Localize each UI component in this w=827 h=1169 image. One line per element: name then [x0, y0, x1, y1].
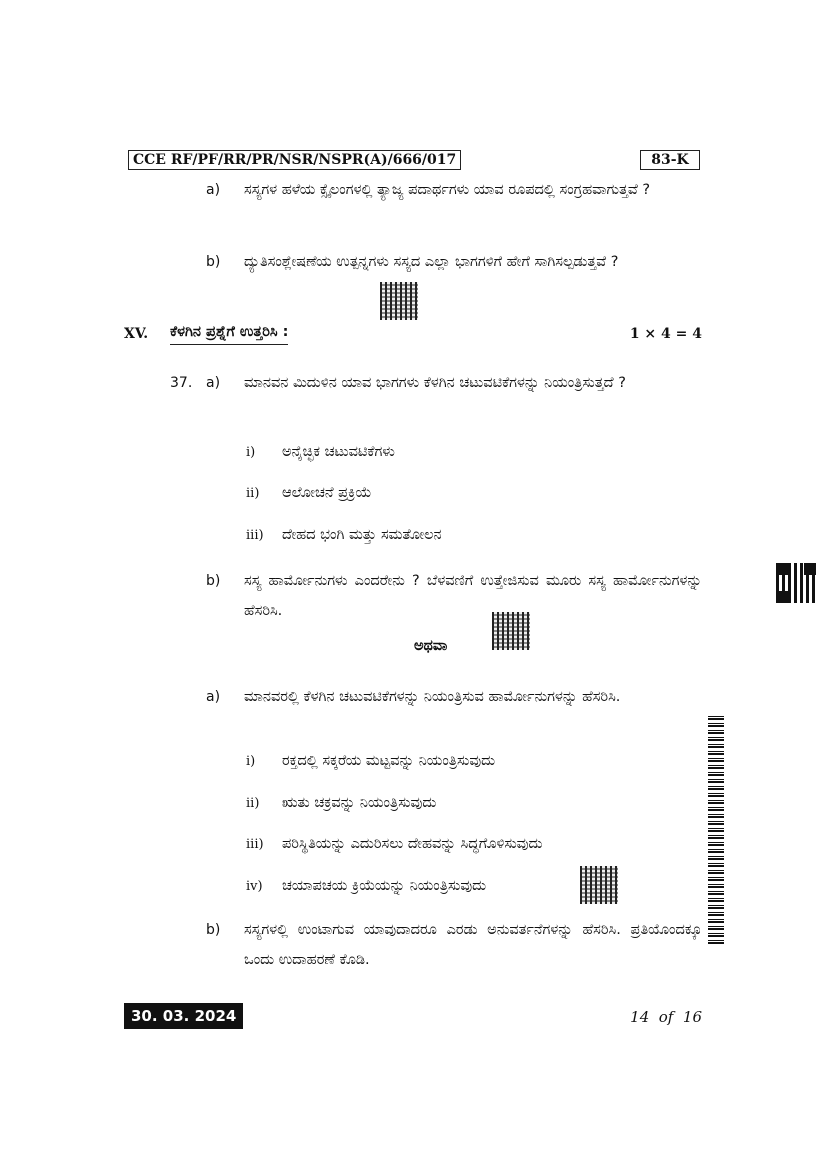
alt-b-text: ಸಸ್ಯಗಳಲ್ಲಿ ಉಂಟಾಗುವ ಯಾವುದಾದರೂ ಎರಡು ಅನುವರ್ತನೆಗಳನ್ನು ಹೆಸರಿಸಿ. ಪ್ರತಿಯೊಂದಕ್ಕೂ ಒಂದು ಉದಾಹರಣೆ ಕೊಡಿ. [244, 922, 702, 968]
list-item-label: iii) [246, 837, 264, 852]
prev-a-label: a) [206, 182, 221, 198]
q37-a-text: ಮಾನವನ ಮಿದುಳಿನ ಯಾವ ಭಾಗಗಳು ಕೆಳಗಿನ ಚಟುವಟಿಕೆಗಳನ್ನು ನಿಯಂತ್ರಿಸುತ್ತದೆ ? [244, 375, 626, 391]
or-separator: ಅಥವಾ [414, 638, 448, 654]
alt-a-text: ಮಾನವರಲ್ಲಿ ಕೆಳಗಿನ ಚಟುವಟಿಕೆಗಳನ್ನು ನಿಯಂತ್ರಿಸುವ ಹಾರ್ಮೋನುಗಳನ್ನು ಹೆಸರಿಸಿ. [244, 689, 621, 705]
prev-b-label: b) [206, 254, 221, 270]
qr-code-icon [492, 612, 530, 650]
list-item-text: ಪರಿಸ್ಥಿತಿಯನ್ನು ಎದುರಿಸಲು ದೇಹವನ್ನು ಸಿದ್ಧಗೊಳಿಸುವುದು [282, 836, 543, 852]
list-item-text: ಚಯಾಪಚಯ ಕ್ರಿಯೆಯನ್ನು ನಿಯಂತ್ರಿಸುವುದು [282, 878, 487, 894]
alt-a-label: a) [206, 689, 221, 705]
list-item-label: i) [246, 445, 256, 460]
qr-code-icon [380, 282, 418, 320]
list-item-text: ಅನೈಚ್ಛಿಕ ಚಟುವಟಿಕೆಗಳು [282, 444, 395, 460]
question-number: 37. [170, 375, 193, 391]
list-item-label: ii) [246, 486, 260, 501]
exam-date: 30. 03. 2024 [124, 1003, 243, 1029]
list-item-label: iv) [246, 879, 263, 894]
section-marks: 1 × 4 = 4 [629, 326, 702, 342]
section-title: ಕೆಳಗಿನ ಪ್ರಶ್ನೆಗೆ ಉತ್ತರಿಸಿ : [170, 324, 288, 345]
q37-a-label: a) [206, 375, 221, 391]
page-number: 14 of 16 [630, 1008, 702, 1026]
list-item-label: iii) [246, 528, 264, 543]
list-item-text: ರಕ್ತದಲ್ಲಿ ಸಕ್ಕರೆಯ ಮಟ್ಟವನ್ನು ನಿಯಂತ್ರಿಸುವುದು [282, 753, 496, 769]
list-item-text: ದೇಹದ ಭಂಗಿ ಮತ್ತು ಸಮತೋಲನ [282, 527, 442, 543]
prev-b-text: ದ್ಯುತಿಸಂಶ್ಲೇಷಣೆಯ ಉತ್ಪನ್ನಗಳು ಸಸ್ಯದ ಎಲ್ಲಾ ಭಾಗಗಳಿಗೆ ಹೇಗೆ ಸಾಗಿಸಲ್ಪಡುತ್ತವೆ ? [244, 254, 619, 270]
prev-a-text: ಸಸ್ಯಗಳ ಹಳೆಯ ಕ್ಸೈಲಂಗಳಲ್ಲಿ ತ್ಯಾಜ್ಯ ಪದಾರ್ಥಗಳು ಯಾವ ರೂಪದಲ್ಲಿ ಸಂಗ್ರಹವಾಗುತ್ತವೆ ? [244, 182, 651, 198]
q37-b-text: ಸಸ್ಯ ಹಾರ್ಮೋನುಗಳು ಎಂದರೇನು ? ಬೆಳವಣಿಗೆ ಉತ್ತೇಜಿಸುವ ಮೂರು ಸಸ್ಯ ಹಾರ್ಮೋನುಗಳನ್ನು ಹೆಸರಿಸಿ. [244, 573, 702, 619]
alt-b-label: b) [206, 922, 221, 938]
q37-b-label: b) [206, 573, 221, 589]
barcode-icon [708, 714, 724, 944]
list-item-text: ಆಲೋಚನೆ ಪ್ರಕ್ರಿಯೆ [282, 485, 372, 501]
paper-code: CCE RF/PF/RR/PR/NSR/NSPR(A)/666/017 [128, 150, 461, 170]
list-item-label: i) [246, 754, 256, 769]
list-item-label: ii) [246, 796, 260, 811]
paper-number: 83-K [640, 150, 700, 170]
section-number: XV. [124, 326, 149, 342]
qr-code-icon [776, 563, 816, 603]
qr-code-icon [580, 866, 618, 904]
list-item-text: ಋತು ಚಕ್ರವನ್ನು ನಿಯಂತ್ರಿಸುವುದು [282, 795, 437, 811]
